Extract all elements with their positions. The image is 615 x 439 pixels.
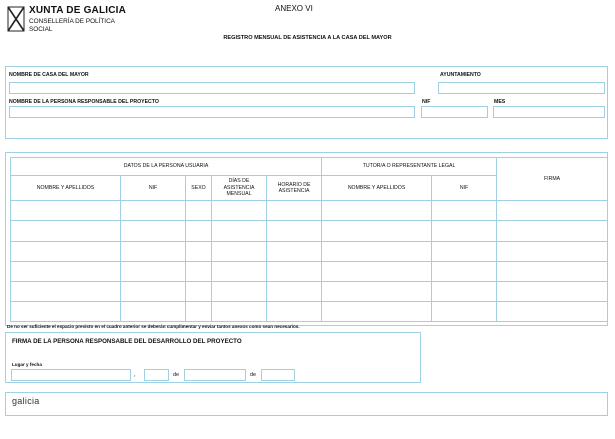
council-field[interactable] xyxy=(438,82,605,94)
xunta-shield-icon xyxy=(7,6,25,32)
department-line-1: CONSELLERÍA DE POLÍTICA xyxy=(29,18,115,25)
table-cell[interactable] xyxy=(212,241,267,261)
department-line-2: SOCIAL xyxy=(29,25,53,33)
attendance-table xyxy=(10,157,608,322)
table-note: De no ser suficiente el espacio previsto en el cuadro anterior se deberán cumplimentar y enviar tantos anexos como sean necesarios. xyxy=(7,324,300,329)
nif-label: NIF xyxy=(422,99,431,105)
brand-name: XUNTA DE GALICIA xyxy=(29,5,127,16)
de-separator-1: de xyxy=(173,372,180,378)
table-cell[interactable] xyxy=(322,221,432,241)
table-cell[interactable] xyxy=(432,241,497,261)
table-cell[interactable] xyxy=(322,301,432,321)
table-cell[interactable] xyxy=(432,221,497,241)
table-cell[interactable] xyxy=(186,301,212,321)
table-cell[interactable] xyxy=(267,281,322,301)
place-date-label: Lugar y fecha xyxy=(12,362,42,367)
table-cell[interactable] xyxy=(11,201,121,221)
table-row xyxy=(11,301,608,321)
footer-bar xyxy=(5,392,608,416)
house-name-label: NOMBRE DE CASA DEL MAYOR xyxy=(9,72,89,78)
manager-name-field[interactable] xyxy=(9,106,415,118)
table-cell[interactable] xyxy=(186,261,212,281)
table-cell[interactable] xyxy=(121,241,186,261)
month-field[interactable] xyxy=(493,106,605,118)
table-cell[interactable] xyxy=(322,241,432,261)
table-cell[interactable] xyxy=(186,221,212,241)
guardian-nif-column-header: NIF xyxy=(432,176,497,201)
table-cell[interactable] xyxy=(432,201,497,221)
table-cell[interactable] xyxy=(11,281,121,301)
table-cell[interactable] xyxy=(267,221,322,241)
table-cell[interactable] xyxy=(212,301,267,321)
table-cell[interactable] xyxy=(186,201,212,221)
place-field[interactable] xyxy=(11,369,131,381)
table-cell[interactable] xyxy=(186,241,212,261)
house-name-field[interactable] xyxy=(9,82,415,94)
document-title: REGISTRO MENSUAL DE ASISTENCIA A LA CASA DEL MAYOR xyxy=(223,35,392,41)
month-label: MES xyxy=(494,99,506,105)
table-cell[interactable] xyxy=(497,241,608,261)
table-cell[interactable] xyxy=(322,261,432,281)
table-cell[interactable] xyxy=(212,221,267,241)
guardian-name-column-header: NOMBRE Y APELLIDOS xyxy=(322,176,432,201)
name-column-header: NOMBRE Y APELLIDOS xyxy=(11,176,121,201)
table-cell[interactable] xyxy=(322,281,432,301)
table-cell[interactable] xyxy=(432,281,497,301)
table-cell[interactable] xyxy=(432,301,497,321)
annex-label: ANEXO VI xyxy=(275,4,313,13)
de-separator-2: de xyxy=(250,372,257,378)
year-field[interactable] xyxy=(261,369,295,381)
xunta-logo xyxy=(7,5,147,35)
nif-column-header: NIF xyxy=(121,176,186,201)
table-cell[interactable] xyxy=(11,261,121,281)
table-row xyxy=(11,261,608,281)
council-label: AYUNTAMIENTO xyxy=(440,72,481,78)
table-cell[interactable] xyxy=(121,281,186,301)
table-row xyxy=(11,221,608,241)
table-cell[interactable] xyxy=(267,261,322,281)
month-text-field[interactable] xyxy=(184,369,246,381)
table-row xyxy=(11,241,608,261)
guardian-group-header: TUTOR/A O REPRESENTANTE LEGAL xyxy=(322,158,497,176)
table-cell[interactable] xyxy=(497,201,608,221)
table-cell[interactable] xyxy=(121,201,186,221)
table-cell[interactable] xyxy=(497,261,608,281)
table-cell[interactable] xyxy=(11,241,121,261)
signature-column-header: FIRMA xyxy=(497,158,608,201)
department-name xyxy=(29,18,139,33)
signature-section-title: FIRMA DE LA PERSONA RESPONSABLE DEL DESARROLLO DEL PROYECTO xyxy=(12,338,242,345)
table-cell[interactable] xyxy=(432,261,497,281)
day-field[interactable] xyxy=(144,369,169,381)
nif-field[interactable] xyxy=(421,106,488,118)
table-cell[interactable] xyxy=(186,281,212,301)
comma-separator: , xyxy=(134,372,136,378)
schedule-column-header: HORARIO DE ASISTENCIA xyxy=(267,176,322,201)
galicia-footer-logo: galicia xyxy=(12,396,40,406)
days-column-header: DÍAS DE ASISTENCIA MENSUAL xyxy=(212,176,267,201)
table-cell[interactable] xyxy=(11,301,121,321)
table-cell[interactable] xyxy=(212,281,267,301)
table-row xyxy=(11,281,608,301)
table-cell[interactable] xyxy=(497,281,608,301)
table-cell[interactable] xyxy=(212,261,267,281)
sex-column-header: SEXO xyxy=(186,176,212,201)
table-cell[interactable] xyxy=(322,201,432,221)
table-cell[interactable] xyxy=(121,221,186,241)
table-cell[interactable] xyxy=(212,201,267,221)
table-cell[interactable] xyxy=(121,261,186,281)
table-cell[interactable] xyxy=(267,301,322,321)
manager-name-label: NOMBRE DE LA PERSONA RESPONSABLE DEL PROYECTO xyxy=(9,99,159,105)
table-cell[interactable] xyxy=(11,221,121,241)
table-cell[interactable] xyxy=(267,201,322,221)
table-cell[interactable] xyxy=(267,241,322,261)
table-cell[interactable] xyxy=(497,221,608,241)
table-cell[interactable] xyxy=(121,301,186,321)
user-data-group-header: DATOS DE LA PERSONA USUARIA xyxy=(11,158,322,176)
table-cell[interactable] xyxy=(497,301,608,321)
table-row xyxy=(11,201,608,221)
